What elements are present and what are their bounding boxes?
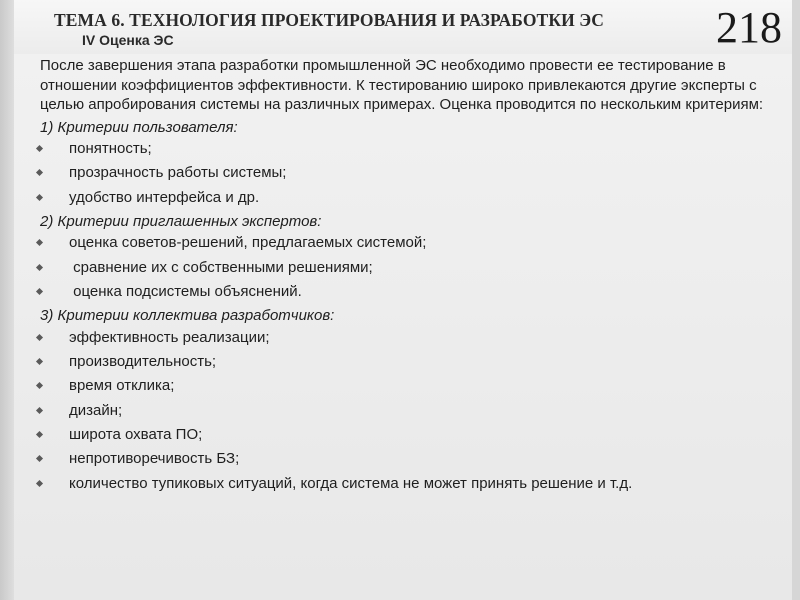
list-item bbox=[40, 188, 785, 207]
criteria-list-experts bbox=[40, 233, 785, 301]
diamond-bullet-icon bbox=[36, 431, 43, 438]
criteria-list-developers bbox=[40, 328, 785, 493]
list-item-text: оценка советов-решений, предлагаемых системой; bbox=[69, 234, 427, 252]
diamond-bullet-icon bbox=[36, 288, 43, 295]
diamond-bullet-icon bbox=[36, 358, 43, 365]
diamond-bullet-icon bbox=[36, 169, 43, 176]
diamond-bullet-icon bbox=[36, 480, 43, 487]
diamond-bullet-icon bbox=[36, 407, 43, 414]
diamond-bullet-icon bbox=[36, 382, 43, 389]
list-item-text: широта охвата ПО; bbox=[69, 425, 203, 443]
list-item bbox=[40, 449, 785, 468]
diamond-bullet-icon bbox=[36, 455, 43, 462]
diamond-bullet-icon bbox=[36, 334, 43, 341]
list-item bbox=[40, 163, 785, 182]
slide-subtitle: IV Оценка ЭС bbox=[82, 32, 174, 48]
diamond-bullet-icon bbox=[36, 145, 43, 152]
list-item-text: дизайн; bbox=[69, 401, 123, 419]
right-decor-edge bbox=[792, 0, 800, 600]
list-item-text: непротиворечивость БЗ; bbox=[69, 450, 240, 468]
left-decor-strip bbox=[0, 0, 14, 600]
list-item-text: производительность; bbox=[69, 353, 217, 371]
list-item bbox=[40, 139, 785, 158]
slide-content bbox=[40, 56, 785, 498]
slide-title: ТЕМА 6. ТЕХНОЛОГИЯ ПРОЕКТИРОВАНИЯ И РАЗРАБОТКИ ЭС bbox=[54, 10, 605, 30]
criteria-list-user bbox=[40, 139, 785, 207]
list-item-text: удобство интерфейса и др. bbox=[69, 188, 260, 206]
page-number: 218 bbox=[716, 3, 782, 52]
diamond-bullet-icon bbox=[36, 194, 43, 201]
criteria-heading-experts: 2) Критерии приглашенных экспертов: bbox=[40, 212, 322, 230]
list-item bbox=[40, 282, 785, 301]
list-item bbox=[40, 233, 785, 252]
list-item bbox=[40, 328, 785, 347]
list-item bbox=[40, 376, 785, 395]
list-item-text: время отклика; bbox=[69, 377, 175, 395]
list-item bbox=[40, 401, 785, 420]
list-item-text: прозрачность работы системы; bbox=[69, 164, 287, 182]
criteria-heading-developers: 3) Критерии коллектива разработчиков: bbox=[40, 307, 335, 325]
list-item bbox=[40, 425, 785, 444]
list-item-text: понятность; bbox=[69, 140, 152, 157]
intro-paragraph: После завершения этапа разработки промышленной ЭС необходимо провести ее тестирование в отношении коэффициентов эффективности. К тестированию широко привлекаются другие эксперты с целью апробирования системы на различных примерах. Оценка проводится по нескольким критериям: bbox=[40, 57, 764, 113]
list-item-text: сравнение их с собственными решениями; bbox=[69, 258, 373, 276]
list-item bbox=[40, 258, 785, 277]
diamond-bullet-icon bbox=[36, 264, 43, 271]
list-item bbox=[40, 352, 785, 371]
list-item-text: оценка подсистемы объяснений. bbox=[69, 282, 302, 300]
list-item bbox=[40, 474, 785, 493]
diamond-bullet-icon bbox=[36, 239, 43, 246]
list-item-text: эффективность реализации; bbox=[69, 328, 270, 346]
list-item-text: количество тупиковых ситуаций, когда система не может принять решение и т.д. bbox=[69, 474, 633, 492]
criteria-heading-user: 1) Критерии пользователя: bbox=[40, 118, 238, 136]
